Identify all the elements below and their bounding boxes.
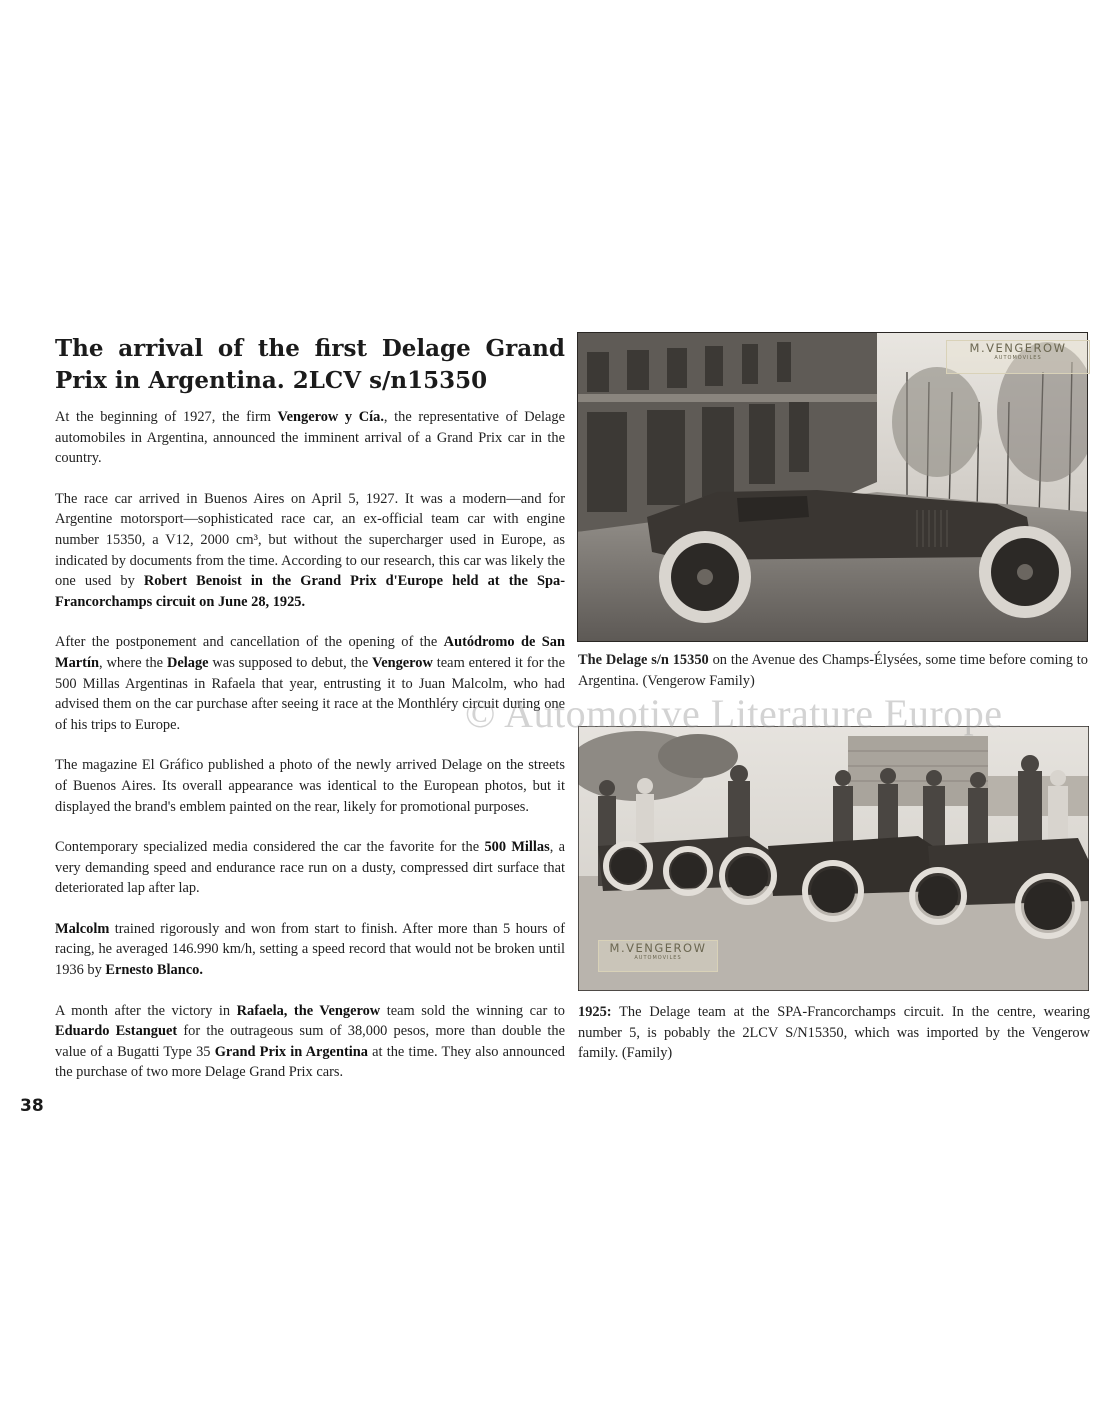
text-run: for the outrageous sum of 38,000 pesos, more than double the value of a Bugatti Type 35: [55, 1023, 565, 1060]
text-run: The race car arrived in Buenos Aires on April 5, 1927. It was a modern—and for Argentine motorsport—sophisticated race car, an ex-official team car with engine number 15350, a V12, 2000 cm³, but without the supercharger used in Europe, as indicated by documents from the time. According to our research, this car was likely the one used by: [55, 490, 565, 590]
text-run: At the beginning of 1927, the firm: [55, 409, 278, 425]
text-run: The magazine El Gráfico published a photo of the newly arrived Delage on the streets of Buenos Aires. Its overall appearance was identical to the European photos, but it displayed the brand's emblem painted on the rear, likely for promotional purposes.: [55, 757, 565, 815]
text-run: team sold the winning car to: [380, 1002, 565, 1019]
text-run: , where the: [98, 654, 167, 671]
bold-text: The Delage s/n 15350: [578, 652, 709, 668]
text-run: After the postponement and cancellation of the opening of the: [55, 634, 444, 651]
text-run: team entered it for the 500 Millas Argentinas in Rafaela that year, entrusting it to Juan Malcolm, who had advised them on the car purchase after seeing it race at the Monthléry circuit during one of his trips to Europe.: [55, 654, 566, 733]
bold-text: Vengerow y Cía.: [277, 409, 384, 425]
bold-text: Ernesto Blanco.: [105, 962, 203, 979]
bold-text: 500 Millas: [484, 839, 550, 856]
article-paragraph: [55, 837, 565, 899]
vengerow-stamp-bottom: M.VENGEROW AUTOMOVILES: [598, 940, 718, 972]
bold-text: Delage: [166, 654, 209, 671]
vengerow-stamp-top: M.VENGEROW AUTOMOVILES: [946, 340, 1090, 374]
photo-delage-champs-elysees: [577, 332, 1088, 642]
text-run: A month after the victory in: [55, 1002, 237, 1019]
article-paragraph: [55, 755, 565, 817]
text-run: The Delage team at the SPA-Francorchamps circuit. In the centre, wearing number 5, is pobably the 2LCV S/N15350, which was imported by the Vengerow family. (Family): [578, 1004, 1090, 1062]
bold-text: Robert Benoist in the Grand Prix d'Europe held at the Spa-Francorchamps circuit on June 28, 1925.: [55, 573, 566, 610]
text-run: , the representative of Delage automobiles in Argentina, announced the imminent arrival of a Grand Prix car in the country.: [55, 409, 565, 467]
bold-text: Rafaela, the Vengerow: [236, 1002, 381, 1019]
bold-text: Grand Prix in Argentina: [214, 1043, 368, 1060]
text-run: trained rigorously and won from start to finish. After more than 5 hours of racing, he averaged 146.990 km/h, setting a speed record that would not be broken until 1936 by: [55, 920, 565, 979]
bold-text: Autódromo de San Martín: [55, 634, 565, 671]
article-title: The arrival of the first Delage Grand Prix in Argentina. 2LCV s/n15350: [55, 335, 565, 394]
photo-caption-2: [578, 1002, 1090, 1064]
bold-text: Eduardo Estanguet: [55, 1023, 178, 1040]
text-run: at the time. They also announced the purchase of two more Delage Grand Prix cars.: [55, 1043, 565, 1081]
photo-caption-1: [578, 650, 1088, 691]
bold-text: 1925:: [578, 1004, 612, 1020]
article-body: [55, 407, 565, 1083]
article-paragraph: [55, 489, 565, 613]
text-run: on the Avenue des Champs-Élysées, some time before coming to Argentina. (Vengerow Family): [578, 652, 1088, 689]
text-run: was supposed to debut, the: [208, 654, 373, 671]
text-run: Contemporary specialized media considered the car the favorite for the: [55, 839, 485, 856]
page-number: 38: [20, 1096, 44, 1116]
bold-text: Vengerow: [372, 654, 433, 671]
article-paragraph: [55, 407, 565, 469]
bold-text: Malcolm: [55, 920, 110, 937]
article-paragraph: [55, 1001, 565, 1083]
article-paragraph: [55, 919, 565, 981]
text-run: , a very demanding speed and endurance race run on a dusty, compressed dirt surface that deteriorated lap after lap.: [55, 839, 565, 897]
copyright-watermark: © Automotive Literature Europe: [465, 691, 1003, 736]
